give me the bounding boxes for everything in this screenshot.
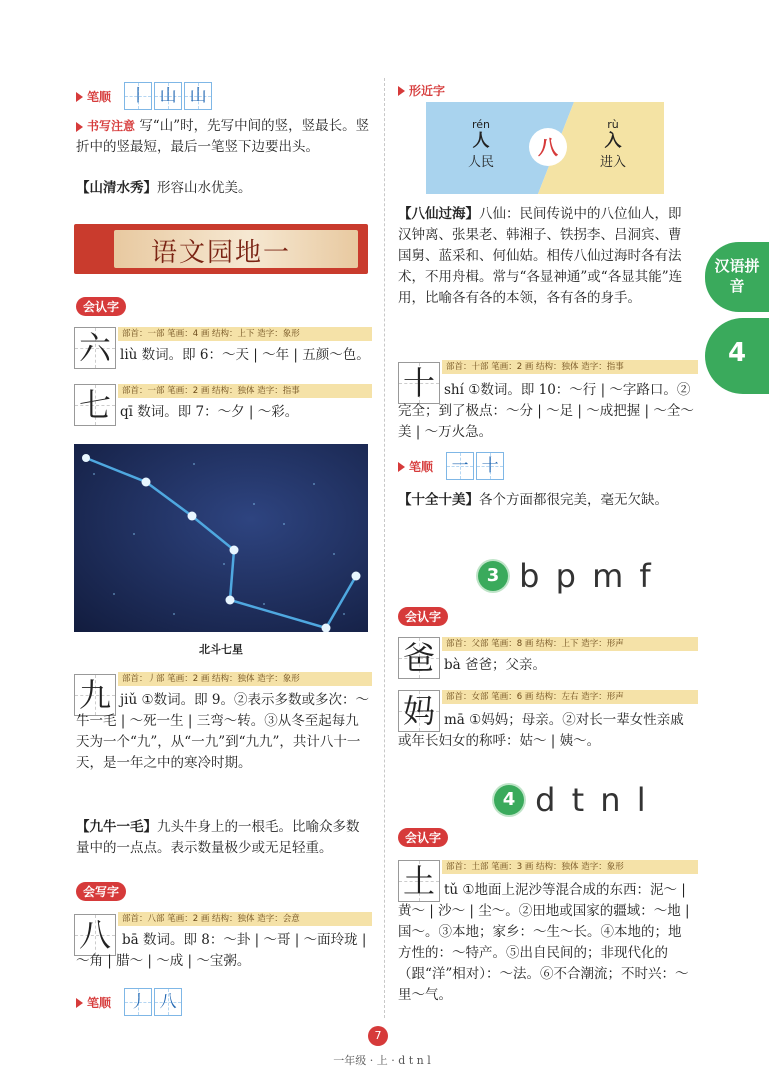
char-meta: 部首：土部 笔画：3 画 结构：独体 造字：象形 bbox=[442, 860, 698, 874]
char-definition: jiǔ ①数词。即 9。②表示多数或多次：～牛一毛 | ～死一生 | 三弯～转。③从冬至起每九天为一个“九”，从“一九”到“九九”，共计八十一天，是一年之中的寒冷时期。 bbox=[76, 692, 369, 771]
stroke-order-row-ba bbox=[76, 988, 182, 1016]
writing-note bbox=[76, 116, 370, 158]
char-meta: 部首：女部 笔画：6 画 结构：左右 造字：形声 bbox=[442, 690, 698, 704]
lesson-heading-4 bbox=[494, 781, 649, 819]
idiom-head: 【十全十美】 bbox=[398, 492, 479, 508]
badge-write: 会写字 bbox=[76, 881, 126, 901]
footer-text: 一年级 · 上 · d t n l bbox=[333, 1054, 431, 1067]
stroke-order-row-shan bbox=[76, 82, 212, 110]
stroke-order-label: 笔顺 bbox=[409, 460, 434, 474]
constellation-illustration bbox=[74, 444, 368, 632]
similar-chars-heading: 形近字 bbox=[398, 80, 445, 99]
idiom-head: 【九牛一毛】 bbox=[76, 819, 157, 835]
char-box-tu: 土 bbox=[398, 860, 440, 902]
writing-note-label: 书写注意 bbox=[87, 119, 136, 133]
lesson-title: b p m f bbox=[519, 557, 654, 595]
stroke-order-label: 笔顺 bbox=[87, 996, 112, 1010]
badge-recognize: 会认字 bbox=[76, 296, 126, 316]
char-meta: 部首：十部 笔画：2 画 结构：独体 造字：指事 bbox=[442, 360, 698, 374]
idiom-text: 九头牛身上的一根毛。比喻众多数量中的一点点。表示数量极少或无足轻重。 bbox=[76, 819, 360, 856]
triangle-marker-icon bbox=[398, 462, 405, 472]
char-box-ma: 妈 bbox=[398, 690, 440, 732]
lesson-number-badge: 3 bbox=[478, 561, 508, 591]
idiom-head: 【山清水秀】 bbox=[76, 180, 157, 196]
similar-chars-panel bbox=[426, 102, 664, 194]
char-box-qi: 七 bbox=[74, 384, 116, 426]
idiom-text: 各个方面都很完美，毫无欠缺。 bbox=[479, 492, 668, 508]
char-meta: 部首：丿部 笔画：2 画 结构：独体 造字：象形 bbox=[118, 672, 372, 686]
stroke-box: 丨 bbox=[124, 82, 152, 110]
char-box-ba: 八 bbox=[74, 914, 116, 956]
stroke-box: 山 bbox=[184, 82, 212, 110]
stroke-box: 八 bbox=[154, 988, 182, 1016]
idiom-head: 【八仙过海】 bbox=[398, 206, 479, 222]
center-char-circle: 八 bbox=[529, 128, 567, 166]
char-definition: tǔ ①地面上泥沙等混合成的东西：泥～ | 黄～ | 沙～ | 尘～。②田地或国家的疆域：～地 | 国～。③本地；家乡：～生～长。④本地的；地方性的：～特产。⑤出自民间的；非现代化的（跟“洋”相对）：～法。⑥不合潮流；不时兴：～里～气。 bbox=[398, 882, 690, 1003]
char-definition: shí ①数词。即 10：～行 | ～字路口。②完全；到了极点：～分 | ～足 | ～成把握 | ～全～美 | ～万火急。 bbox=[398, 382, 694, 440]
idiom-baxian bbox=[398, 204, 694, 309]
side-tab-label: 汉语拼音 bbox=[705, 242, 769, 312]
stroke-box: 一 bbox=[446, 452, 474, 480]
char-box-ba4: 爸 bbox=[398, 637, 440, 679]
triangle-marker-icon bbox=[76, 998, 83, 1008]
char-definition: mā ①妈妈；母亲。②对长一辈女性亲戚或年长妇女的称呼：姑～ | 姨～。 bbox=[398, 712, 684, 749]
char-definition: qī 数词。即 7：～夕 | ～彩。 bbox=[120, 404, 299, 420]
idiom-shiquan bbox=[398, 490, 694, 511]
char-definition: bà 爸爸；父亲。 bbox=[444, 657, 546, 673]
photo-caption: 北斗七星 bbox=[199, 643, 243, 656]
char-definition: liù 数词。即 6：～天 | ～年 | 五颜～色。 bbox=[120, 347, 370, 363]
stroke-box: 十 bbox=[476, 452, 504, 480]
badge-recognize-3: 会认字 bbox=[398, 827, 448, 847]
char-box-jiu: 九 bbox=[74, 674, 116, 716]
idiom-text: 形容山水优美。 bbox=[157, 180, 252, 196]
left-similar-char: rén 人 人民 bbox=[467, 118, 494, 170]
writing-note-text: 写“山”时，先写中间的竖，竖最长。竖折中的竖最短，最后一笔竖下边要出头。 bbox=[76, 118, 370, 155]
lesson-title: d t n l bbox=[535, 781, 649, 819]
idiom-text: 八仙：民间传说中的八位仙人，即汉钟离、张果老、韩湘子、铁拐李、吕洞宾、曹国舅、蓝采和、何仙姑。相传八仙过海时各有法术，不用舟楫。常与“各显神通”或“各显其能”连用，比喻各有各的本领，各有各的身手。 bbox=[398, 206, 683, 306]
triangle-marker-icon bbox=[398, 86, 405, 96]
section-banner bbox=[74, 224, 368, 274]
stroke-order-row-shi bbox=[398, 452, 504, 480]
idiom-shanqing bbox=[76, 178, 370, 199]
char-meta: 部首：一部 笔画：2 画 结构：独体 造字：指事 bbox=[118, 384, 372, 398]
triangle-marker-icon bbox=[76, 122, 83, 132]
big-dipper-photo bbox=[74, 444, 368, 632]
page-number-badge: 7 bbox=[368, 1026, 388, 1046]
triangle-marker-icon bbox=[76, 92, 83, 102]
section-title: 语文园地一 bbox=[150, 238, 291, 268]
char-meta: 部首：一部 笔画：4 画 结构：上下 造字：象形 bbox=[118, 327, 372, 341]
side-tab-number: 4 bbox=[705, 318, 769, 394]
column-divider bbox=[384, 78, 385, 1018]
lesson-heading-3 bbox=[478, 557, 654, 595]
badge-recognize-2: 会认字 bbox=[398, 606, 448, 626]
right-similar-char: rù 入 进入 bbox=[599, 118, 626, 170]
char-meta: 部首：八部 笔画：2 画 结构：独体 造字：会意 bbox=[118, 912, 372, 926]
char-box-liu: 六 bbox=[74, 327, 116, 369]
lesson-number-badge: 4 bbox=[494, 785, 524, 815]
stroke-box: 山 bbox=[154, 82, 182, 110]
char-definition: bā 数词。即 8：～卦 | ～哥 | ～面玲珑 | ～角 | 腊～ | ～成 | ～宝粥。 bbox=[76, 932, 367, 969]
stroke-box: 丿 bbox=[124, 988, 152, 1016]
stroke-order-label: 笔顺 bbox=[87, 90, 112, 104]
char-meta: 部首：父部 笔画：8 画 结构：上下 造字：形声 bbox=[442, 637, 698, 651]
idiom-jiuniu bbox=[76, 817, 370, 859]
char-box-shi: 十 bbox=[398, 362, 440, 404]
